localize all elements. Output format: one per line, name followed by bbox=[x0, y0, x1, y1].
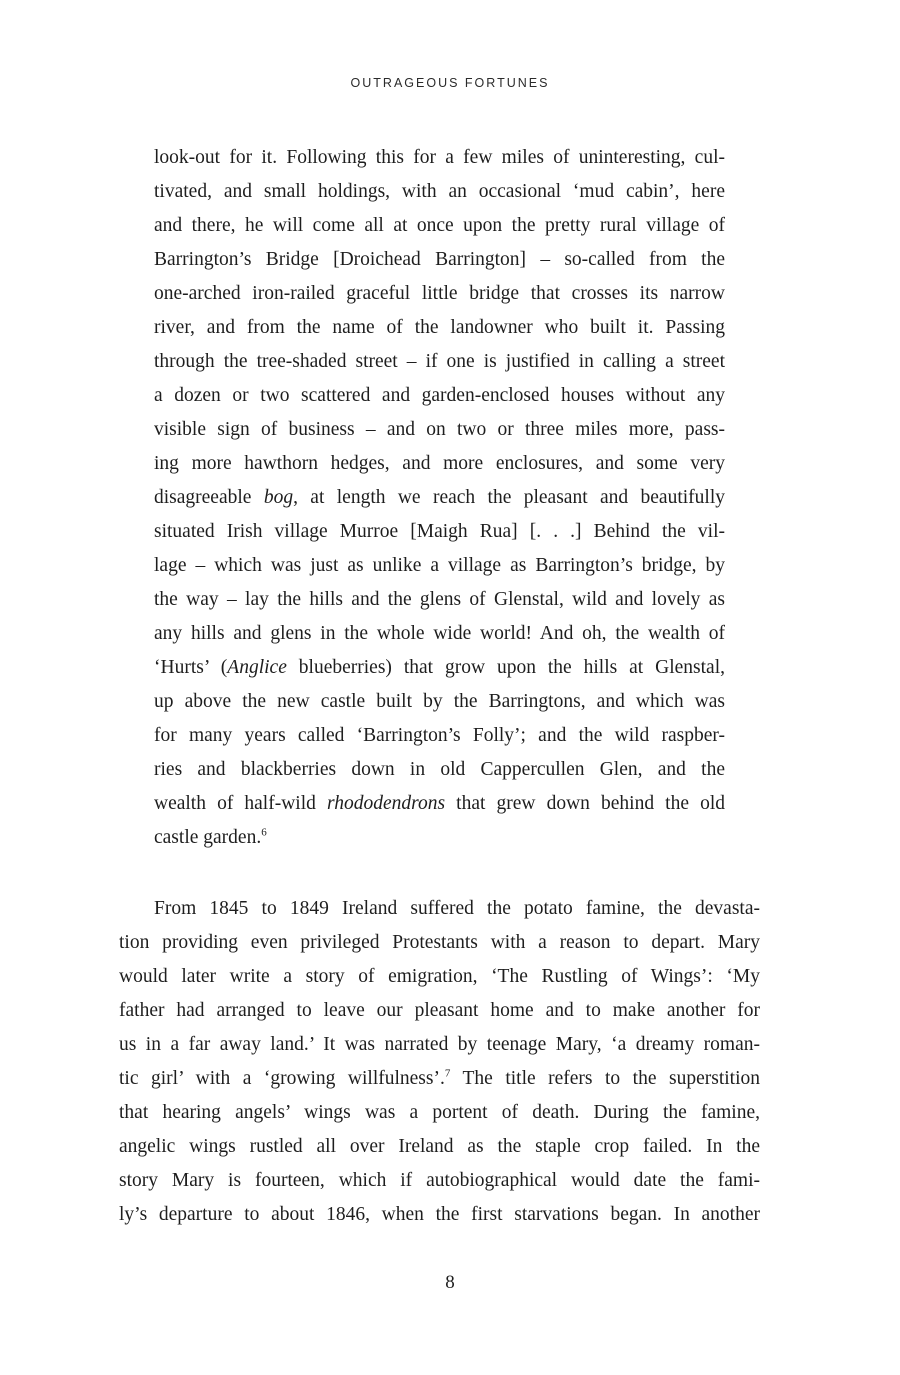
body-line: story Mary is fourteen, which if autobiographical would date the fami- bbox=[119, 1170, 760, 1191]
footnote-ref[interactable]: 6 bbox=[261, 826, 267, 839]
quote-line: Barrington’s Bridge [Droichead Barrington] – so-called from the bbox=[154, 249, 725, 270]
body-line: us in a far away land.’ It was narrated by teenage Mary, ‘a dreamy roman- bbox=[119, 1034, 760, 1055]
quote-line bbox=[154, 656, 725, 680]
body-line: would later write a story of emigration, ‘The Rustling of Wings’: ‘My bbox=[119, 966, 760, 987]
italic-text: bog bbox=[263, 487, 294, 508]
quote-line: ing more hawthorn hedges, and more enclosures, and some very bbox=[154, 453, 725, 474]
quote-line: ries and blackberries down in old Cappercullen Glen, and the bbox=[154, 759, 725, 780]
quote-line: a dozen or two scattered and garden-enclosed houses without any bbox=[154, 385, 725, 406]
running-head: OUTRAGEOUS FORTUNES bbox=[350, 76, 550, 90]
quote-line: look-out for it. Following this for a few miles of uninteresting, cul- bbox=[154, 147, 725, 168]
quote-line-last bbox=[154, 826, 725, 850]
footnote-ref[interactable]: 7 bbox=[444, 1067, 451, 1080]
italic-text: rhododendrons bbox=[326, 793, 446, 814]
text-run: tic girl’ with a ‘growing willfulness’. bbox=[119, 1068, 445, 1089]
body-line bbox=[119, 1067, 760, 1091]
quote-line: for many years called ‘Barrington’s Folly’; and the wild raspber- bbox=[154, 725, 725, 746]
page-number: 8 bbox=[445, 1272, 455, 1293]
text-run: blueberries) that grow upon the hills at Glenstal, bbox=[286, 657, 725, 678]
quote-line: lage – which was just as unlike a village as Barrington’s bridge, by bbox=[154, 555, 725, 576]
text-run: castle garden. bbox=[154, 827, 262, 848]
quote-line: and there, he will come all at once upon the pretty rural village of bbox=[154, 215, 725, 236]
quote-line: through the tree-shaded street – if one is justified in calling a street bbox=[154, 351, 725, 372]
quote-line: tivated, and small holdings, with an occasional ‘mud cabin’, here bbox=[154, 181, 725, 202]
text-run: ‘Hurts’ ( bbox=[154, 657, 228, 678]
quote-line: any hills and glens in the whole wide world! And oh, the wealth of bbox=[154, 623, 725, 644]
body-line: father had arranged to leave our pleasant home and to make another for bbox=[119, 1000, 760, 1021]
italic-text: Anglice bbox=[227, 657, 287, 678]
body-line: that hearing angels’ wings was a portent of death. During the famine, bbox=[119, 1102, 760, 1123]
quote-line: situated Irish village Murroe [Maigh Rua] [. . .] Behind the vil- bbox=[154, 521, 725, 542]
body-line: From 1845 to 1849 Ireland suffered the potato famine, the devasta- bbox=[154, 898, 760, 919]
text-run: wealth of half-wild bbox=[154, 793, 327, 814]
text-run: The title refers to the superstition bbox=[450, 1068, 760, 1089]
quote-line: visible sign of business – and on two or three miles more, pass- bbox=[154, 419, 725, 440]
text-run: that grew down behind the old bbox=[445, 793, 726, 814]
quote-line: up above the new castle built by the Barringtons, and which was bbox=[154, 691, 725, 712]
body-line: angelic wings rustled all over Ireland as the staple crop failed. In the bbox=[119, 1136, 760, 1157]
quote-line bbox=[154, 486, 725, 510]
text-run: , at length we reach the pleasant and beautifully bbox=[293, 487, 725, 508]
body-line: tion providing even privileged Protestants with a reason to depart. Mary bbox=[119, 932, 760, 953]
quote-line bbox=[154, 792, 725, 816]
quote-line: one-arched iron-railed graceful little bridge that crosses its narrow bbox=[154, 283, 725, 304]
text-run: disagreeable bbox=[154, 487, 264, 508]
quote-line: river, and from the name of the landowner who built it. Passing bbox=[154, 317, 725, 338]
body-line: ly’s departure to about 1846, when the first starvations began. In another bbox=[119, 1204, 760, 1225]
quote-line: the way – lay the hills and the glens of Glenstal, wild and lovely as bbox=[154, 589, 725, 610]
